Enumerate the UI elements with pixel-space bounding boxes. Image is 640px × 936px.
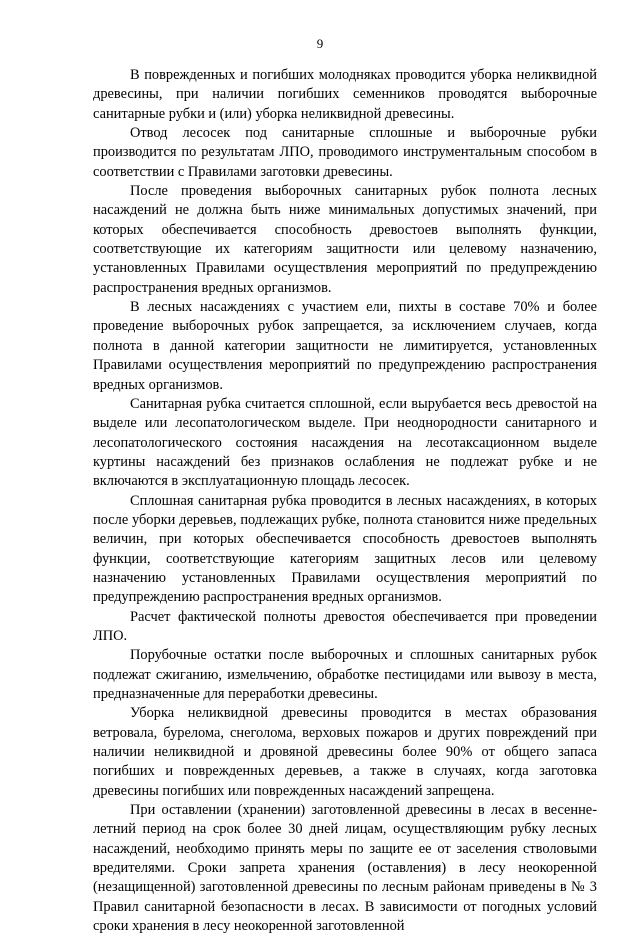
paragraph-9: Уборка неликвидной древесины проводится в местах образования ветровала, бурелома, снеголома, верховых пожаров и других повреждений при наличии неликвидной и дровяной древесины более 90% от общего запаса погибших и поврежденных деревьев, а также в случаях, когда заготовка древесины погибших или поврежденных насаждений запрещена. xyxy=(93,705,597,799)
paragraph-6: Сплошная санитарная рубка проводится в лесных насаждениях, в которых после уборки деревьев, подлежащих рубке, полнота становится ниже предельных величин, при которых обеспечивается способность древостоев выполнять функции, соответствующие категориям защитных лесов или целевому назначению установленных Правилами осуществления мероприятий по предупреждению распространения вредных организмов. xyxy=(93,492,597,606)
paragraph-8: Порубочные остатки после выборочных и сплошных санитарных рубок подлежат сжиганию, измельчению, обработке пестицидами или вывозу в места, предназначенные для переработки древесины. xyxy=(93,647,597,702)
paragraph-7: Расчет фактической полноты древостоя обеспечивается при проведении ЛПО. xyxy=(93,608,597,644)
paragraph-2: Отвод лесосек под санитарные сплошные и выборочные рубки производится по результатам ЛПО, проводимого инструментальным способом в соответствии с Правилами заготовки древесины. xyxy=(93,125,597,180)
page-number: 9 xyxy=(316,36,324,51)
paragraph-3: После проведения выборочных санитарных рубок полнота лесных насаждений не должна быть ниже минимальных допустимых значений, при которых обеспечивается способность древостоев выполнять функции, соответствующие их категориям защитности или целевому назначению, установленных Правилами осуществления мероприятий по предупреждению распространения вредных организмов. xyxy=(93,183,597,296)
document-body xyxy=(93,66,597,936)
paragraph-1: В поврежденных и погибших молодняках проводится уборка неликвидной древесины, при наличии погибших семенников проводятся выборочные санитарные рубки и (или) уборка неликвидной древесины. xyxy=(93,67,597,122)
paragraph-10: При оставлении (хранении) заготовленной древесины в лесах в весенне-летний период на срок более 30 дней лицам, осуществляющим рубку лесных насаждений, необходимо принять меры по защите ее от заселения стволовыми вредителями. Сроки запрета хранения (оставления) в лесу неокоренной (незащищенной) заготовленной древесины по лесным районам приведены в № 3 Правил санитарной безопасности в лесах. В зависимости от погодных условий сроки хранения в лесу неокоренной заготовленной xyxy=(93,802,597,935)
paragraph-4: В лесных насаждениях с участием ели, пихты в составе 70% и более проведение выборочных рубок запрещается, за исключением случаев, когда полнота в данной категории защитности не лимитируется, установленных Правилами осуществления мероприятий по предупреждению распространения вредных организмов. xyxy=(93,299,597,393)
paragraph-5: Санитарная рубка считается сплошной, если вырубается весь древостой на выделе или лесопатологическом выделе. При неоднородности санитарного и лесопатологического состояния насаждения на лесотаксационном выделе куртины насаждений без признаков ослабления не подлежат рубке и не включаются в эксплуатационную площадь лесосек. xyxy=(93,395,597,490)
